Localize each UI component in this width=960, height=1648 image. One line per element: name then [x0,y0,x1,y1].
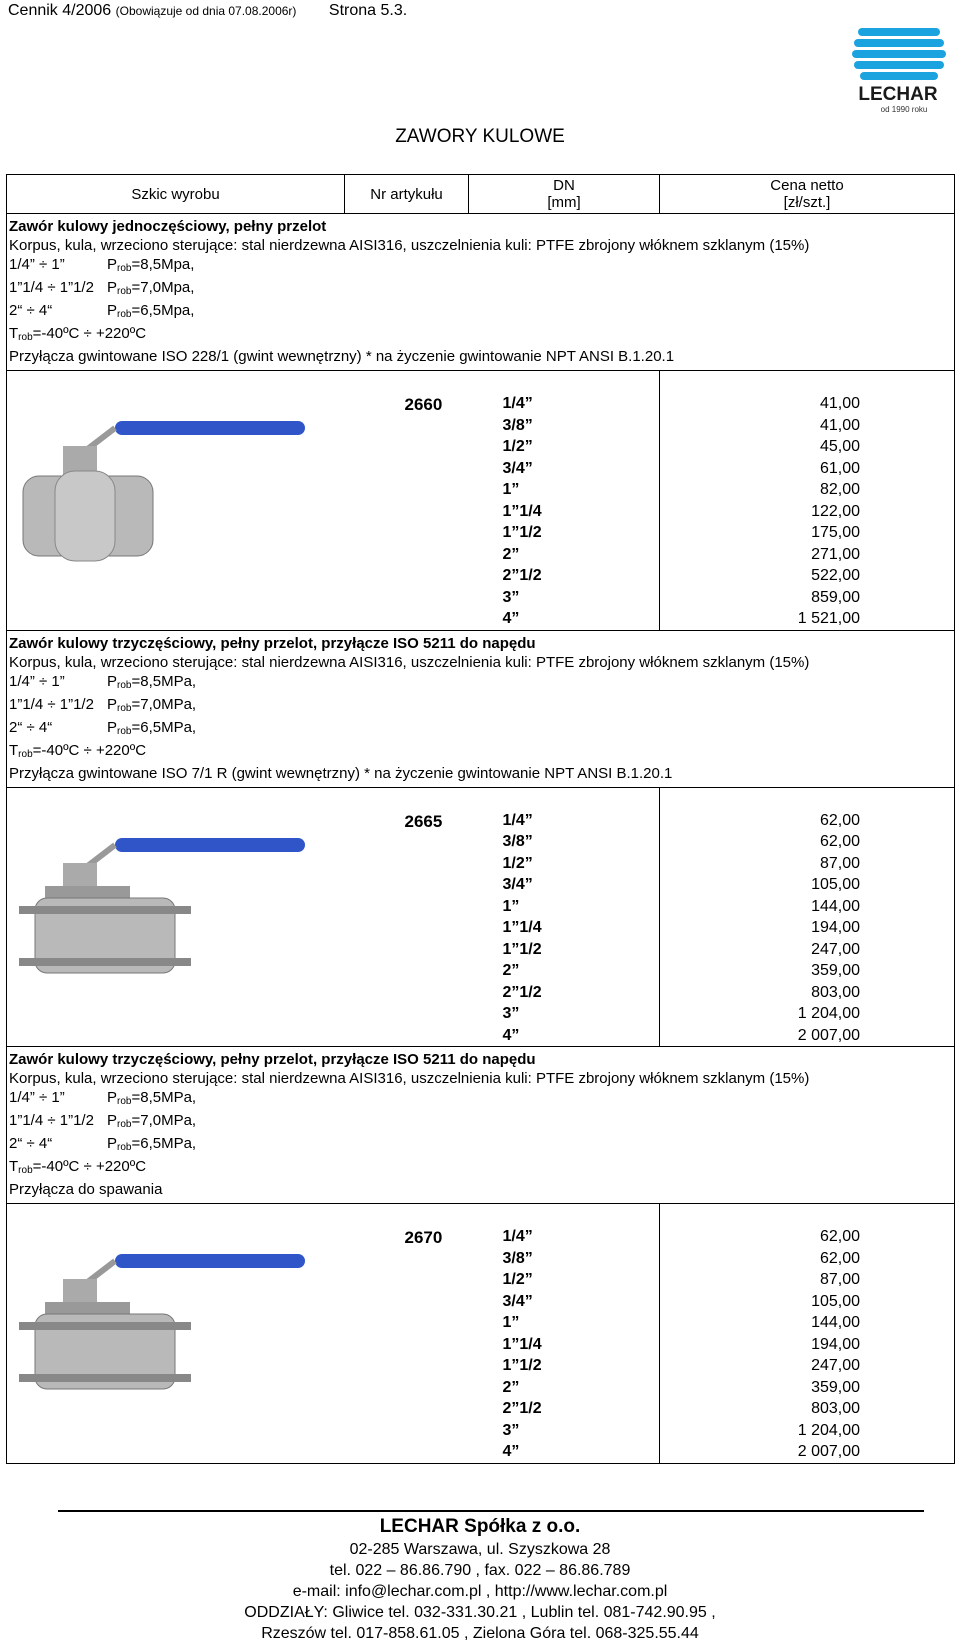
col-dn: DN [mm] [469,175,660,214]
product-sketch [7,371,345,631]
pressure-line: 2“ ÷ 4“ $P_{rob}=6,5MPa$, [9,1135,197,1153]
dn-list [469,371,660,631]
footer-company: LECHAR Spółka z o.o. [379,1516,581,1537]
price-value: 359,00 [811,1378,860,1396]
col-price: Cena netto [zł/szt.] [660,175,955,214]
product-price-row [7,371,955,631]
pressure-line: 2“ ÷ 4“ $P_{rob}=6,5Mpa$, [9,302,195,320]
dn-value: 1/2” [502,438,533,455]
price-value: 522,00 [811,567,860,584]
dn-value: 3” [502,588,520,606]
dn-value: 2”1/2 [502,1400,542,1417]
price-value: 175,00 [811,524,860,541]
product-description [7,214,955,371]
page-title: ZAWORY KULOWE [395,126,565,147]
price-value: 87,00 [819,854,860,872]
dn-value: 1”1/4 [502,502,542,520]
price-value: 82,00 [819,481,860,498]
dn-value: 1/4” [502,1228,533,1245]
price-table [6,174,955,1464]
footer-branches-2: Rzeszów tel. 017-858.61.05 , Zielona Góra tel. 068-325.55.44 [261,1625,699,1642]
dn-value: 1/4” [502,395,533,412]
price-value: 62,00 [819,833,860,850]
footer [0,1514,960,1644]
product-description-row [7,214,955,371]
price-list [660,1204,955,1464]
footer-web: e-mail: info@lechar.com.pl , http://www.lechar.com.pl [292,1583,668,1600]
price-value: 105,00 [811,876,860,893]
dn-value: 1/2” [502,1271,533,1288]
price-value: 247,00 [811,940,860,958]
dn-value: 1/4” [502,811,533,829]
dn-value: 1”1/2 [502,940,542,958]
dn-value: 2” [502,962,520,979]
pressure-line: 1/4” ÷ 1” $P_{rob}=8,5MPa$, [9,672,197,691]
dn-value: 1”1/2 [502,524,542,541]
price-value: 1 204,00 [797,1421,860,1439]
dn-value: 3/8” [502,416,533,434]
valve-bolt-top [19,906,191,914]
temperature-line: $T_{rob}=-40ºC$ ÷ +220ºC [9,325,147,343]
dn-value: 1/2” [502,854,533,872]
dn-value: 2”1/2 [502,567,542,584]
product-material: Korpus, kula, wrzeciono sterujące: stal nierdzewna AISI316, uszczelnienia kuli: PTFE zbrojony włóknem szklanym (15%) [9,653,810,671]
valve-bolt-top [19,1322,191,1330]
valve-bolt-bottom [19,1374,191,1382]
pressure-line: 1”1/4 ÷ 1”1/2 $P_{rob}=7,0Mpa$, [9,279,195,297]
dn-value: 2” [502,545,520,563]
price-value: 359,00 [811,962,860,979]
price-value: 62,00 [819,811,860,829]
valve-photo [15,1244,315,1414]
price-value: 62,00 [819,1228,860,1245]
product-sketch [7,787,345,1047]
dn-value: 3/8” [502,833,533,850]
article-number: 2665 [345,787,469,1047]
valve-bolt-bottom [19,958,191,966]
dn-value: 2” [502,1378,520,1396]
validity-note: (Obowiązuje od dnia 07.08.2006r) [115,4,297,18]
connection-line: Przyłącza gwintowane ISO 228/1 (gwint wewnętrzny) * na życzenie gwintowanie NPT ANSI B.1.20.1 [9,348,675,365]
pressure-line: 1/4” ÷ 1” $P_{rob}=8,5Mpa$, [9,256,195,274]
dn-value: 3/4” [502,1292,533,1310]
valve-photo [15,828,315,998]
dn-value: 1” [502,1314,520,1331]
price-value: 105,00 [811,1292,860,1310]
dn-value: 1”1/4 [502,1335,542,1353]
price-list [660,787,955,1047]
price-value: 803,00 [811,1400,860,1417]
dn-value: 3/4” [502,876,533,893]
logo-tagline: od 1990 roku [880,105,928,114]
dn-value: 2”1/2 [502,983,542,1001]
product-heading: Zawór kulowy trzyczęściowy, pełny przelot, przyłącze ISO 5211 do napędu [9,1051,536,1068]
footer-branches-1: ODDZIAŁY: Gliwice tel. 032-331.30.21 , Lublin tel. 081-742.90.95 , [244,1604,716,1621]
valve-handle [115,838,305,852]
logo-brand: LECHAR [858,84,938,105]
product-heading: Zawór kulowy jednoczęściowy, pełny przelot [9,218,327,235]
price-value: 271,00 [811,545,860,563]
pressure-line: 2“ ÷ 4“ $P_{rob}=6,5MPa$, [9,718,197,737]
table-header-row [7,175,955,214]
price-value: 87,00 [819,1271,860,1288]
product-sketch [7,1204,345,1464]
price-value: 41,00 [819,416,860,434]
lechar-logo [848,20,948,120]
product-description-row [7,630,955,787]
product-material: Korpus, kula, wrzeciono sterujące: stal nierdzewna AISI316, uszczelnienia kuli: PTFE zbrojony włóknem szklanym (15%) [9,1070,810,1087]
price-value: 62,00 [819,1249,860,1267]
dn-value: 1”1/4 [502,919,542,936]
price-value: 194,00 [811,1335,860,1353]
product-description [7,630,955,787]
dn-value: 3/8” [502,1249,533,1267]
temperature-line: $T_{rob}=-40ºC$ ÷ +220ºC [9,1158,147,1176]
product-price-row [7,1204,955,1464]
price-value: 2 007,00 [797,1026,860,1044]
doc-name: Cennik 4/2006 [8,2,112,19]
dn-value: 1” [502,481,520,498]
col-article: Nr artykułu [345,175,469,214]
price-value: 1 204,00 [797,1005,860,1022]
article-number: 2660 [345,371,469,631]
price-value: 859,00 [811,588,860,606]
product-heading: Zawór kulowy trzyczęściowy, pełny przelot, przyłącze ISO 5211 do napędu [9,634,536,652]
footer-address: 02-285 Warszawa, ul. Szyszkowa 28 [349,1541,611,1558]
temperature-line: $T_{rob}=-40ºC$ ÷ +220ºC [9,741,147,760]
price-value: 61,00 [819,459,860,477]
valve-center [55,471,115,561]
logo-stripes [852,28,946,80]
valve-photo [15,411,315,581]
dn-value: 4” [502,1443,520,1460]
dn-value: 1”1/2 [502,1357,542,1374]
dn-value: 3” [502,1421,520,1439]
article-number: 2670 [345,1204,469,1464]
col-sketch: Szkic wyrobu [7,175,345,214]
price-value: 41,00 [819,395,860,412]
product-description-row [7,1047,955,1204]
dn-list [469,1204,660,1464]
price-value: 803,00 [811,983,860,1001]
product-material: Korpus, kula, wrzeciono sterujące: stal nierdzewna AISI316, uszczelnienia kuli: PTFE zbrojony włóknem szklanym (15%) [9,237,810,254]
price-value: 194,00 [811,919,860,936]
dn-value: 1” [502,897,520,915]
page-header [8,2,407,20]
price-value: 122,00 [811,502,860,520]
valve-handle [115,1254,305,1268]
dn-value: 4” [502,1026,520,1044]
footer-phone: tel. 022 – 86.86.790 , fax. 022 – 86.86.789 [329,1562,631,1579]
pressure-line: 1/4” ÷ 1” $P_{rob}=8,5MPa$, [9,1089,197,1107]
pressure-line: 1”1/4 ÷ 1”1/2 $P_{rob}=7,0MPa$, [9,695,197,714]
dn-value: 4” [502,610,520,627]
connection-line: Przyłącza gwintowane ISO 7/1 R (gwint wewnętrzny) * na życzenie gwintowanie NPT ANSI B.1.20.1 [9,764,673,782]
price-list [660,371,955,631]
valve-handle [115,421,305,435]
pressure-line: 1”1/4 ÷ 1”1/2 $P_{rob}=7,0MPa$, [9,1112,197,1130]
price-value: 1 521,00 [797,610,860,627]
page-number: Strona 5.3. [328,2,408,19]
dn-list [469,787,660,1047]
dn-value: 3/4” [502,459,533,477]
product-price-row [7,787,955,1047]
connection-line: Przyłącza do spawania [9,1181,163,1198]
footer-rule [58,1510,924,1512]
dn-value: 3” [502,1005,520,1022]
price-value: 144,00 [811,1314,860,1331]
price-value: 144,00 [811,897,860,915]
price-value: 45,00 [819,438,860,455]
price-value: 2 007,00 [797,1443,860,1460]
product-description [7,1047,955,1204]
price-value: 247,00 [811,1357,860,1374]
